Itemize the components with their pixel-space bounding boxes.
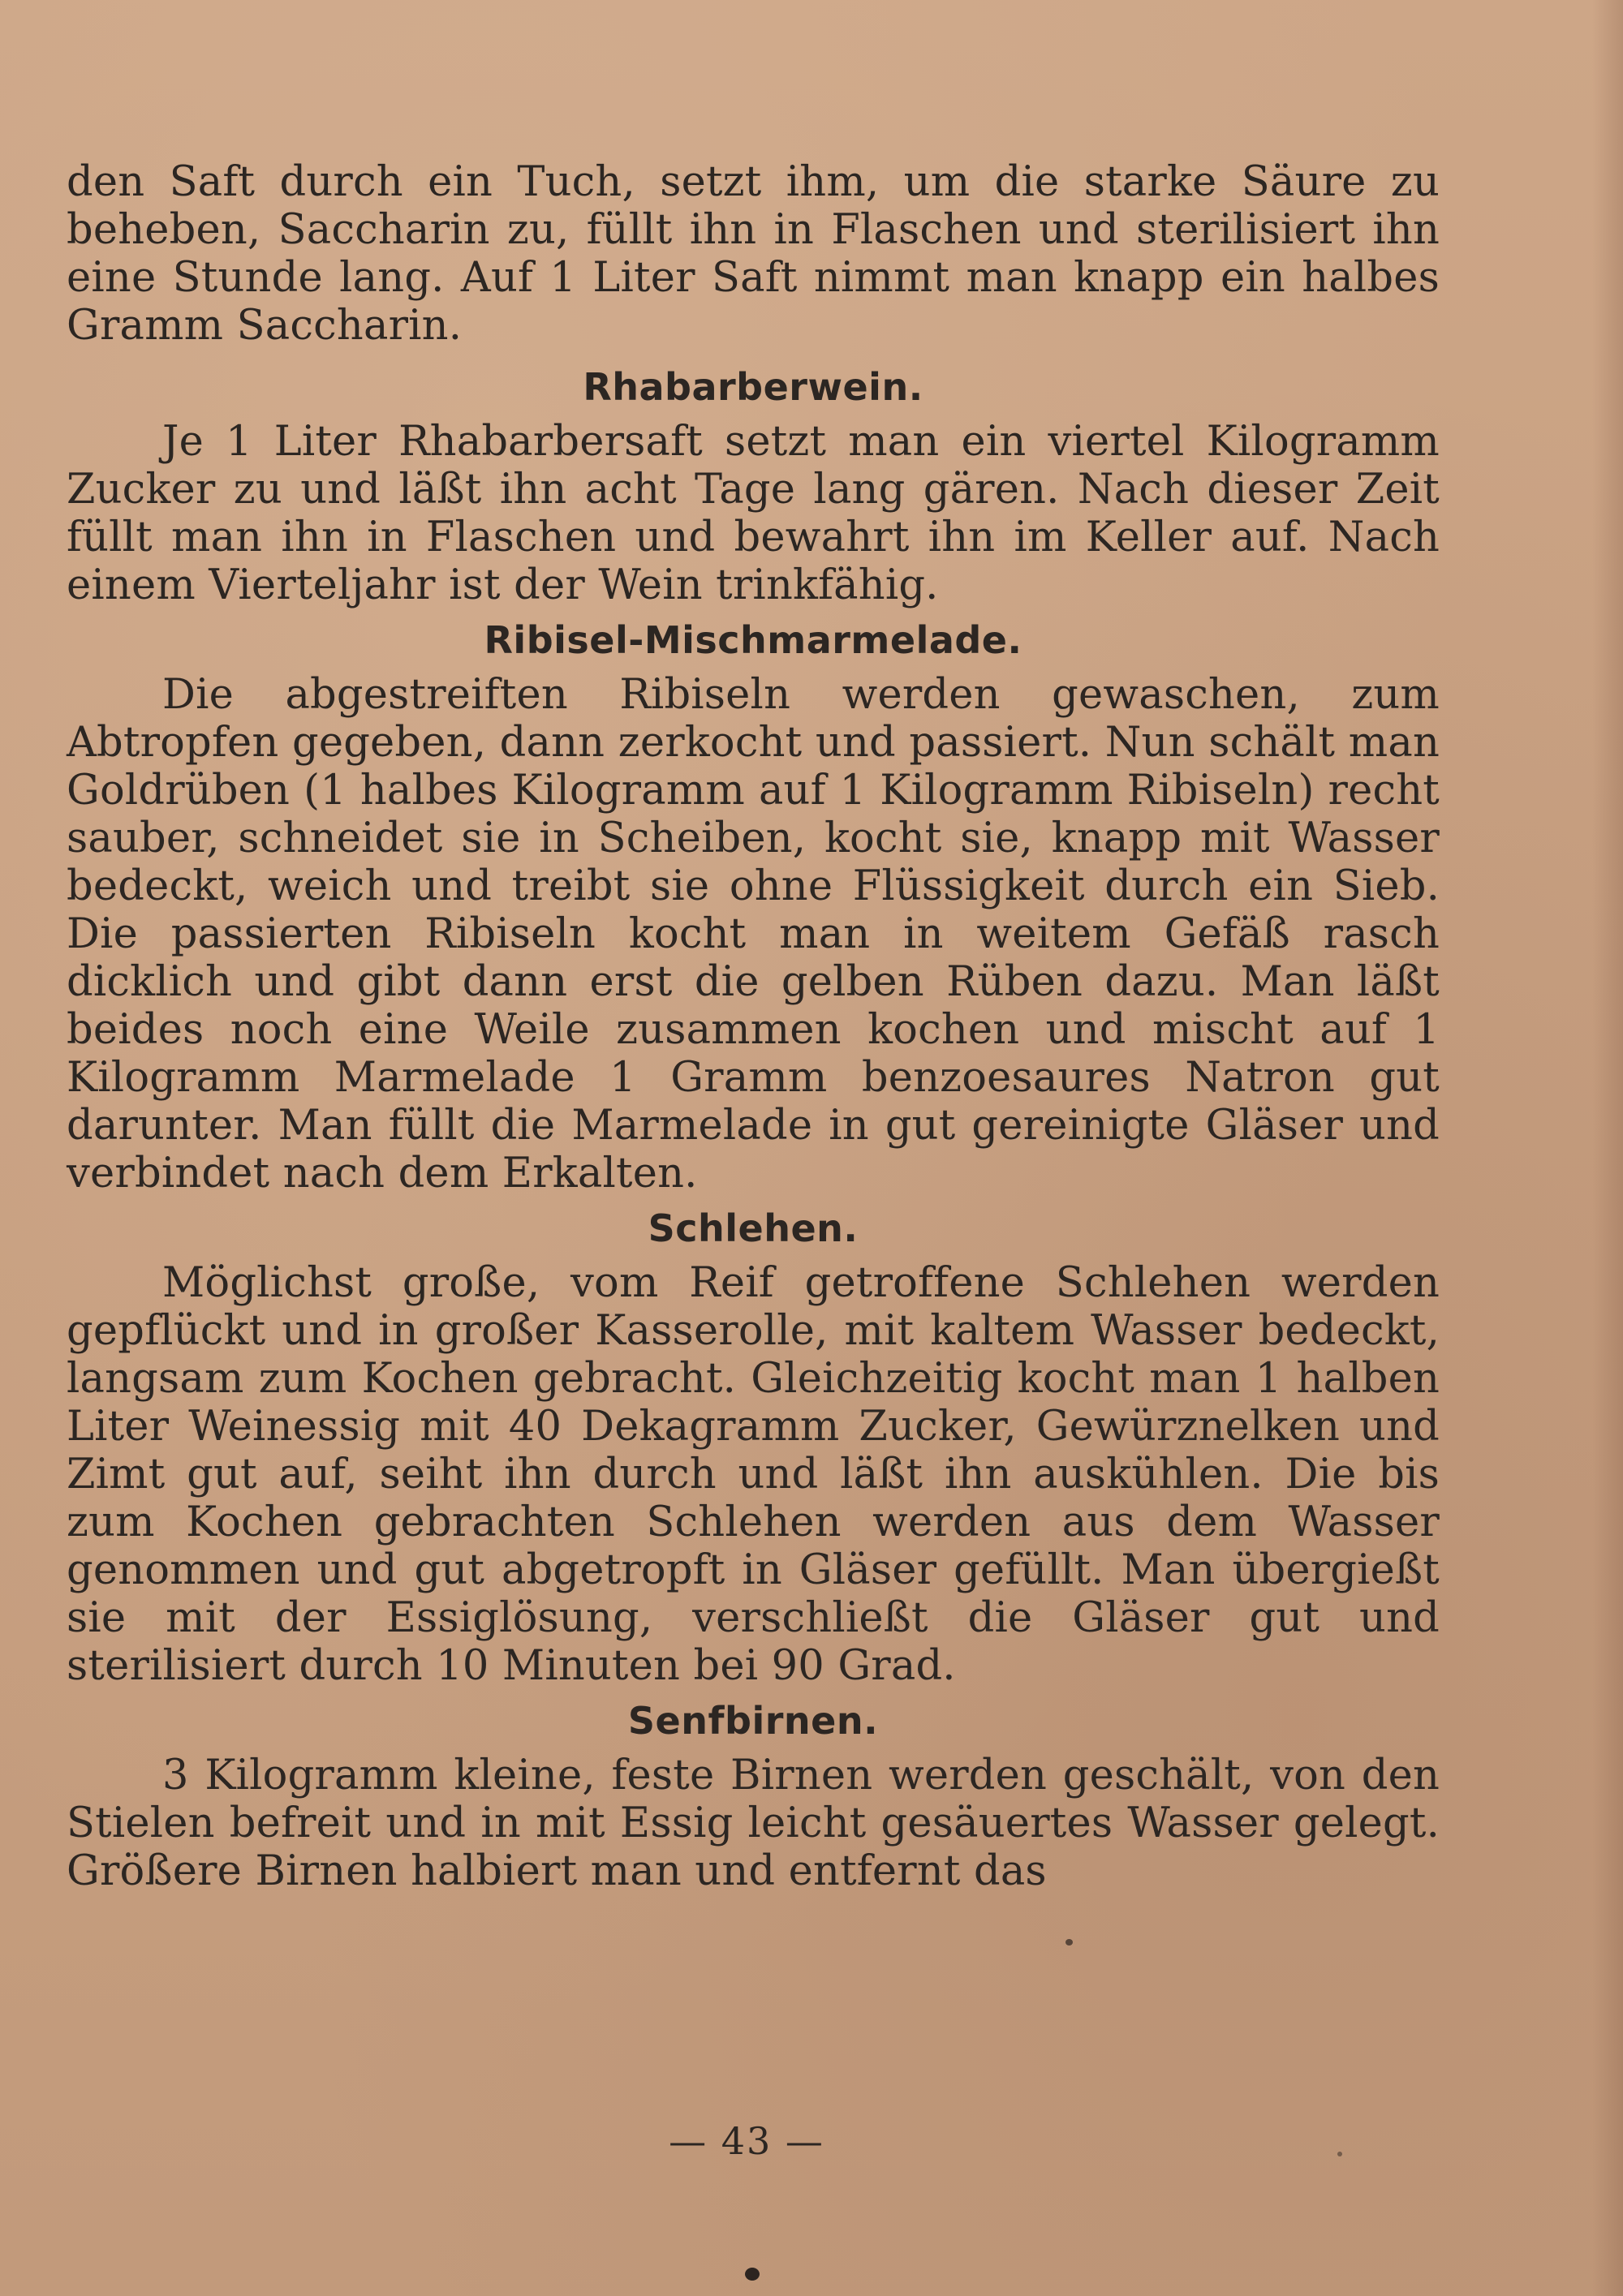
ink-speck: [1065, 1939, 1073, 1946]
ink-speck: [1337, 2152, 1342, 2156]
heading-rhabarberwein: Rhabarberwein.: [583, 365, 923, 409]
page-edge-shadow: [1592, 0, 1623, 2296]
page-number: — 43 —: [669, 2119, 824, 2163]
paragraph-rhabarberwein: Je 1 Liter Rhabarbersaft setzt man ein viertel Kilogramm Zucker zu und läßt ihn acht Tage lang gären. Nach dieser Zeit füllt man ihn in Flaschen und bewahrt ihn im Keller auf. Nach einem Vierteljahr ist der Wein trinkfähig.: [67, 418, 1440, 609]
heading-ribisel-mischmarmelade: Ribisel-Mischmarmelade.: [484, 618, 1022, 662]
heading-senfbirnen: Senfbirnen.: [627, 1699, 879, 1743]
paragraph-schlehen: Möglichst große, vom Reif getroffene Schlehen werden gepflückt und in großer Kasserolle, mit kaltem Wasser bedeckt, langsam zum Kochen gebracht. Gleichzeitig kocht man 1 halben Liter Weinessig mit 40 Dekagramm Zucker, Gewürznelken und Zimt gut auf, seiht ihn durch und läßt ihn auskühlen. Die bis zum Kochen gebrachten Schlehen werden aus dem Wasser genommen und gut abgetropft in Gläser gefüllt. Man übergießt sie mit der Essiglösung, verschließt die Gläser gut und sterilisiert durch 10 Minuten bei 90 Grad.: [67, 1259, 1440, 1690]
paragraph-continuation: den Saft durch ein Tuch, setzt ihm, um die starke Säure zu beheben, Saccharin zu, füllt ihn in Flaschen und sterilisiert ihn eine Stunde lang. Auf 1 Liter Saft nimmt man knapp ein halbes Gramm Saccharin.: [67, 158, 1440, 350]
paragraph-senfbirnen: 3 Kilogramm kleine, feste Birnen werden geschält, von den Stielen befreit und in mit Essig leicht gesäuertes Wasser gelegt. Größere Birnen halbiert man und entfernt das: [67, 1752, 1440, 1895]
paragraph-ribisel-mischmarmelade: Die abgestreiften Ribiseln werden gewaschen, zum Abtropfen gegeben, dann zerkocht und passiert. Nun schält man Goldrüben (1 halbes Kilogramm auf 1 Kilogramm Ribiseln) recht sauber, schneidet sie in Scheiben, kocht sie, knapp mit Wasser bedeckt, weich und treibt sie ohne Flüssigkeit durch ein Sieb. Die passierten Ribiseln kocht man in weitem Gefäß rasch dicklich und gibt dann erst die gelben Rüben dazu. Man läßt beides noch eine Weile zusammen kochen und mischt auf 1 Kilogramm Marmelade 1 Gramm benzoesaures Natron gut darunter. Man füllt die Marmelade in gut gereinigte Gläser und verbindet nach dem Erkalten.: [67, 671, 1440, 1197]
ink-speck: [745, 2268, 760, 2281]
book-page-text: [67, 158, 1440, 1895]
heading-schlehen: Schlehen.: [648, 1206, 859, 1250]
